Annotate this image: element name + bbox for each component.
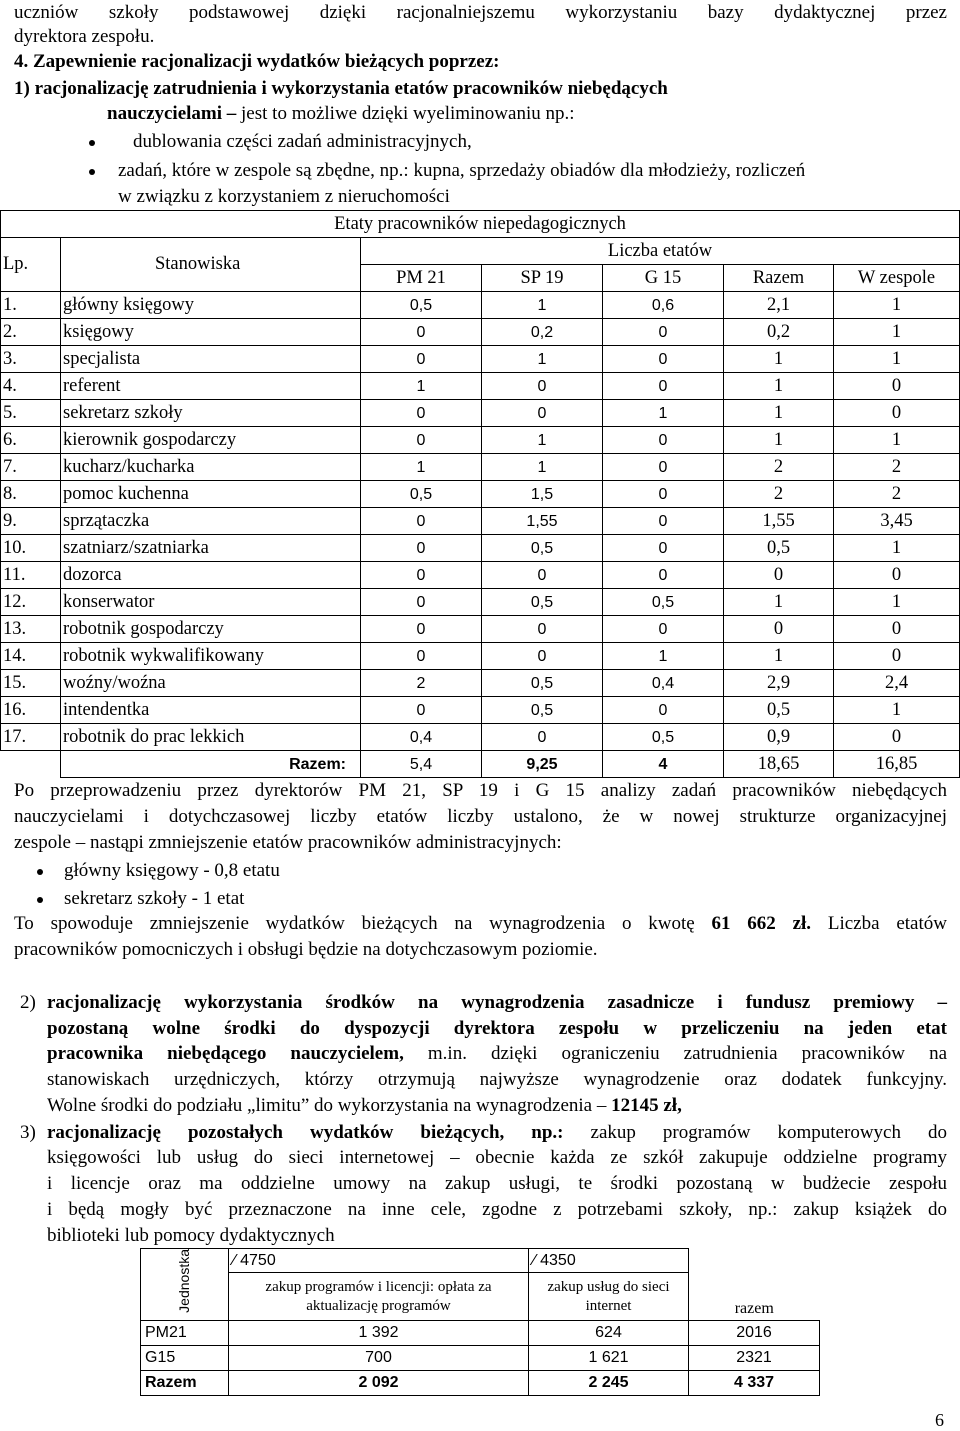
- cell-sp: 0,5: [482, 697, 603, 724]
- cell-g: 0: [603, 535, 724, 562]
- cell-pm: 0: [361, 535, 482, 562]
- cell-name: specjalista: [61, 346, 361, 373]
- bullet-text-1: dublowania części zadań administracyjnych,: [133, 131, 472, 152]
- table-row: [1, 589, 960, 616]
- cell-lp: 9.: [1, 508, 61, 535]
- cell-name: sprzątaczka: [61, 508, 361, 535]
- cost-cell-a: 2 092: [229, 1370, 529, 1395]
- col-4350: ⁄ 4350: [529, 1249, 689, 1273]
- cell-lp: 14.: [1, 643, 61, 670]
- reduction-1: główny księgowy - 0,8 etatu: [64, 860, 280, 881]
- cell-sp: 0,2: [482, 319, 603, 346]
- cell-name: robotnik wykwalifikowany: [61, 643, 361, 670]
- cell-pm: 0: [361, 697, 482, 724]
- cell-pm: 0: [361, 643, 482, 670]
- cell-pm: 0,5: [361, 481, 482, 508]
- cell-lp: 8.: [1, 481, 61, 508]
- cell-razem: 1: [724, 346, 834, 373]
- col-razem: Razem: [724, 265, 834, 292]
- cell-g: 0: [603, 319, 724, 346]
- total-zespol: 16,85: [834, 751, 960, 778]
- cell-pm: 0: [361, 346, 482, 373]
- cell-g: 0: [603, 508, 724, 535]
- page-number: 6: [935, 1410, 944, 1430]
- col-lp: Lp.: [1, 238, 61, 292]
- col-stanowiska: Stanowiska: [61, 238, 361, 292]
- table-row: [1, 535, 960, 562]
- cell-name: główny księgowy: [61, 292, 361, 319]
- item-2-line-4: stanowiskach urzędniczych, którzy otrzymują najwyższe wynagrodzenie oraz dodatek funkcyjny.: [47, 1069, 947, 1090]
- item-2-line-5: Wolne środki do podziału „limitu” do wykorzystania na wynagrodzenia – 12145 zł,: [47, 1095, 682, 1116]
- cell-lp: 3.: [1, 346, 61, 373]
- cost-cell-name: Razem: [141, 1370, 229, 1395]
- cell-name: robotnik gospodarczy: [61, 616, 361, 643]
- cell-g: 0: [603, 427, 724, 454]
- cell-g: 0: [603, 373, 724, 400]
- cell-razem: 0,2: [724, 319, 834, 346]
- cell-razem: 2: [724, 481, 834, 508]
- staff-table-title: Etaty pracowników niepedagogicznych: [1, 211, 960, 238]
- cell-pm: 0,4: [361, 724, 482, 751]
- savings-line-2: pracowników pomocniczych i obsługi będzie na dotychczasowym poziomie.: [14, 939, 598, 960]
- cell-name: intendentka: [61, 697, 361, 724]
- cell-razem: 0,5: [724, 535, 834, 562]
- point-4-heading: 4. Zapewnienie racjonalizacji wydatków bieżących poprzez:: [14, 51, 500, 72]
- cell-zesp: 0: [834, 562, 960, 589]
- cell-zesp: 0: [834, 616, 960, 643]
- cell-g: 0,5: [603, 589, 724, 616]
- cost-cell-a: 1 392: [229, 1320, 529, 1345]
- cell-sp: 0: [482, 373, 603, 400]
- cell-zesp: 1: [834, 427, 960, 454]
- table-row: [1, 643, 960, 670]
- col-sp19: SP 19: [482, 265, 603, 292]
- cell-g: 0: [603, 616, 724, 643]
- cell-g: 0: [603, 346, 724, 373]
- cell-name: kierownik gospodarczy: [61, 427, 361, 454]
- cell-name: pomoc kuchenna: [61, 481, 361, 508]
- cell-name: woźny/woźna: [61, 670, 361, 697]
- savings-line-1: To spowoduje zmniejszenie wydatków bieżących na wynagrodzenia o kwotę 61 662 zł. Liczba etatów: [14, 913, 947, 934]
- cell-pm: 0,5: [361, 292, 482, 319]
- table-row: [1, 319, 960, 346]
- cell-g: 0: [603, 454, 724, 481]
- cell-lp: 10.: [1, 535, 61, 562]
- col-razem-label: razem: [689, 1249, 820, 1321]
- col-pm21: PM 21: [361, 265, 482, 292]
- cell-razem: 1: [724, 589, 834, 616]
- cell-zesp: 0: [834, 724, 960, 751]
- cell-sp: 1,55: [482, 508, 603, 535]
- bullet-text-2: zadań, które w zespole są zbędne, np.: kupna, sprzedaży obiadów dla młodzieży, rozliczeń: [118, 160, 806, 181]
- cost-cell-c: 4 337: [689, 1370, 820, 1395]
- cell-zesp: 1: [834, 697, 960, 724]
- cell-zesp: 2,4: [834, 670, 960, 697]
- cell-lp: 1.: [1, 292, 61, 319]
- total-pm: 5,4: [361, 751, 482, 778]
- table-row: [1, 508, 960, 535]
- col-jednostka: Jednostka: [141, 1249, 229, 1321]
- bullet-icon: [37, 897, 43, 903]
- cell-zesp: 1: [834, 535, 960, 562]
- cell-pm: 2: [361, 670, 482, 697]
- table-row: [1, 427, 960, 454]
- cell-zesp: 1: [834, 346, 960, 373]
- item-3-line-1: racjonalizację pozostałych wydatków bieżących, np.: zakup programów komputerowych do: [47, 1122, 947, 1143]
- summary-line-1: Po przeprowadzeniu przez dyrektorów PM 21, SP 19 i G 15 analizy zadań pracowników niebędących: [14, 780, 947, 801]
- col-g15: G 15: [603, 265, 724, 292]
- cell-razem: 2: [724, 454, 834, 481]
- cell-zesp: 1: [834, 589, 960, 616]
- table-row: [1, 454, 960, 481]
- cell-razem: 1: [724, 373, 834, 400]
- cell-name: księgowy: [61, 319, 361, 346]
- cell-razem: 2,9: [724, 670, 834, 697]
- cell-razem: 1: [724, 400, 834, 427]
- cell-lp: 17.: [1, 724, 61, 751]
- col-liczba-etatow: Liczba etatów: [361, 238, 960, 265]
- cell-sp: 0,5: [482, 589, 603, 616]
- arrow-icon: ⁄: [233, 1252, 236, 1270]
- cell-pm: 1: [361, 373, 482, 400]
- table-row: [1, 562, 960, 589]
- cell-name: robotnik do prac lekkich: [61, 724, 361, 751]
- cell-lp: 4.: [1, 373, 61, 400]
- cell-name: kucharz/kucharka: [61, 454, 361, 481]
- cell-sp: 0,5: [482, 670, 603, 697]
- cell-pm: 0: [361, 400, 482, 427]
- cell-sp: 1: [482, 454, 603, 481]
- cell-g: 0,4: [603, 670, 724, 697]
- item-3-line-5: biblioteki lub pomocy dydaktycznych: [47, 1225, 335, 1246]
- table-row: [141, 1370, 820, 1395]
- cost-cell-b: 624: [529, 1320, 689, 1345]
- cell-pm: 0: [361, 427, 482, 454]
- cell-pm: 0: [361, 508, 482, 535]
- bullet-icon: [89, 140, 95, 146]
- item-2-line-3: pracownika niebędącego nauczycielem, m.in. dzięki ograniczeniu zatrudnienia pracowników na: [47, 1043, 947, 1064]
- cell-g: 0: [603, 697, 724, 724]
- total-sp: 9,25: [482, 751, 603, 778]
- item-2-number: 2): [20, 992, 36, 1013]
- table-row: [1, 373, 960, 400]
- cell-lp: 11.: [1, 562, 61, 589]
- item-3-number: 3): [20, 1122, 36, 1143]
- table-row: [1, 346, 960, 373]
- table-row: [1, 616, 960, 643]
- cell-lp: 12.: [1, 589, 61, 616]
- table-row: [1, 481, 960, 508]
- cost-cell-name: PM21: [141, 1320, 229, 1345]
- cell-lp: 13.: [1, 616, 61, 643]
- cell-zesp: 2: [834, 454, 960, 481]
- cell-sp: 0: [482, 616, 603, 643]
- cell-zesp: 1: [834, 292, 960, 319]
- col-4750: ⁄ 4750: [229, 1249, 529, 1273]
- table-row: [141, 1320, 820, 1345]
- cell-sp: 1: [482, 427, 603, 454]
- cost-cell-a: 700: [229, 1345, 529, 1370]
- table-row: [1, 292, 960, 319]
- cell-zesp: 0: [834, 373, 960, 400]
- cost-cell-c: 2016: [689, 1320, 820, 1345]
- item-2-line-2: pozostaną wolne środki do dyspozycji dyrektora zespołu w przeliczeniu na jeden etat: [47, 1018, 947, 1039]
- cell-sp: 0: [482, 643, 603, 670]
- cell-g: 1: [603, 400, 724, 427]
- cost-cell-b: 1 621: [529, 1345, 689, 1370]
- cell-razem: 1: [724, 643, 834, 670]
- cell-zesp: 0: [834, 643, 960, 670]
- cell-pm: 0: [361, 616, 482, 643]
- cell-pm: 0: [361, 319, 482, 346]
- cell-lp: 2.: [1, 319, 61, 346]
- cell-razem: 0,5: [724, 697, 834, 724]
- bullet-icon: [37, 869, 43, 875]
- intro-line-2: dyrektora zespołu.: [14, 26, 155, 47]
- cell-g: 0,5: [603, 724, 724, 751]
- cell-name: szatniarz/szatniarka: [61, 535, 361, 562]
- table-row: [1, 724, 960, 751]
- cell-razem: 0: [724, 562, 834, 589]
- cell-lp: 7.: [1, 454, 61, 481]
- cell-razem: 0: [724, 616, 834, 643]
- total-razem: 18,65: [724, 751, 834, 778]
- bullet-text-2-cont: w związku z korzystaniem z nieruchomości: [118, 186, 450, 207]
- cell-g: 0,6: [603, 292, 724, 319]
- cell-g: 0: [603, 481, 724, 508]
- cell-pm: 0: [361, 589, 482, 616]
- table-row: [1, 400, 960, 427]
- cell-zesp: 2: [834, 481, 960, 508]
- item-1-heading-cont: nauczycielami – jest to możliwe dzięki wyeliminowaniu np.:: [107, 103, 575, 124]
- total-g: 4: [603, 751, 724, 778]
- cost-cell-name: G15: [141, 1345, 229, 1370]
- table-row: [1, 670, 960, 697]
- cell-name: sekretarz szkoły: [61, 400, 361, 427]
- cell-pm: 1: [361, 454, 482, 481]
- summary-line-2: nauczycielami i dotychczasowej liczby etatów liczby ustalono, że w nowej strukturze organizacyjnej: [14, 806, 947, 827]
- table-row: [141, 1345, 820, 1370]
- cell-lp: 15.: [1, 670, 61, 697]
- staff-table: [0, 210, 960, 778]
- cell-razem: 1,55: [724, 508, 834, 535]
- item-3-line-3: i licencje oraz ma oddzielne umowy na zakup usługi, te środki pozostaną w budżecie zespołu: [47, 1173, 947, 1194]
- cell-lp: 6.: [1, 427, 61, 454]
- col-w-zespole: W zespole: [834, 265, 960, 292]
- summary-line-3: zespole – nastąpi zmniejszenie etatów pracowników administracyjnych:: [14, 832, 562, 853]
- bullet-icon: [89, 169, 95, 175]
- desc-programs: zakup programów i licencji: opłata za aktualizację programów: [229, 1273, 529, 1321]
- cell-sp: 1,5: [482, 481, 603, 508]
- desc-internet: zakup usług do sieci internet: [529, 1273, 689, 1321]
- cost-table: [140, 1248, 820, 1396]
- cell-name: dozorca: [61, 562, 361, 589]
- cell-sp: 1: [482, 292, 603, 319]
- cell-sp: 0: [482, 724, 603, 751]
- cell-zesp: 0: [834, 400, 960, 427]
- item-1-heading: 1) racjonalizację zatrudnienia i wykorzystania etatów pracowników niebędących: [14, 78, 668, 99]
- cell-name: referent: [61, 373, 361, 400]
- cell-name: konserwator: [61, 589, 361, 616]
- cell-g: 0: [603, 562, 724, 589]
- item-3-line-4: i będą mogły być przeznaczone na inne cele, zgodne z potrzebami szkoły, np.: zakup książek do: [47, 1199, 947, 1220]
- cell-razem: 0,9: [724, 724, 834, 751]
- cell-sp: 0,5: [482, 535, 603, 562]
- cell-g: 1: [603, 643, 724, 670]
- cell-zesp: 1: [834, 319, 960, 346]
- cost-cell-b: 2 245: [529, 1370, 689, 1395]
- total-label: Razem:: [61, 751, 361, 778]
- item-2-line-1: racjonalizację wykorzystania środków na wynagrodzenia zasadnicze i fundusz premiowy –: [47, 992, 947, 1013]
- cell-zesp: 3,45: [834, 508, 960, 535]
- cell-lp: 16.: [1, 697, 61, 724]
- arrow-icon: ⁄: [533, 1252, 536, 1270]
- reduction-2: sekretarz szkoły - 1 etat: [64, 888, 245, 909]
- cell-lp: 5.: [1, 400, 61, 427]
- table-row: [1, 697, 960, 724]
- intro-line-1: uczniów szkoły podstawowej dzięki racjonalniejszemu wykorzystaniu bazy dydaktycznej przez: [14, 2, 947, 23]
- cell-sp: 0: [482, 400, 603, 427]
- cell-sp: 1: [482, 346, 603, 373]
- cell-pm: 0: [361, 562, 482, 589]
- item-3-line-2: księgowości lub usług do sieci internetowej – obecnie każda ze szkół zakupuje oddzielne programy: [47, 1147, 947, 1168]
- cell-razem: 2,1: [724, 292, 834, 319]
- cell-sp: 0: [482, 562, 603, 589]
- cell-razem: 1: [724, 427, 834, 454]
- cost-cell-c: 2321: [689, 1345, 820, 1370]
